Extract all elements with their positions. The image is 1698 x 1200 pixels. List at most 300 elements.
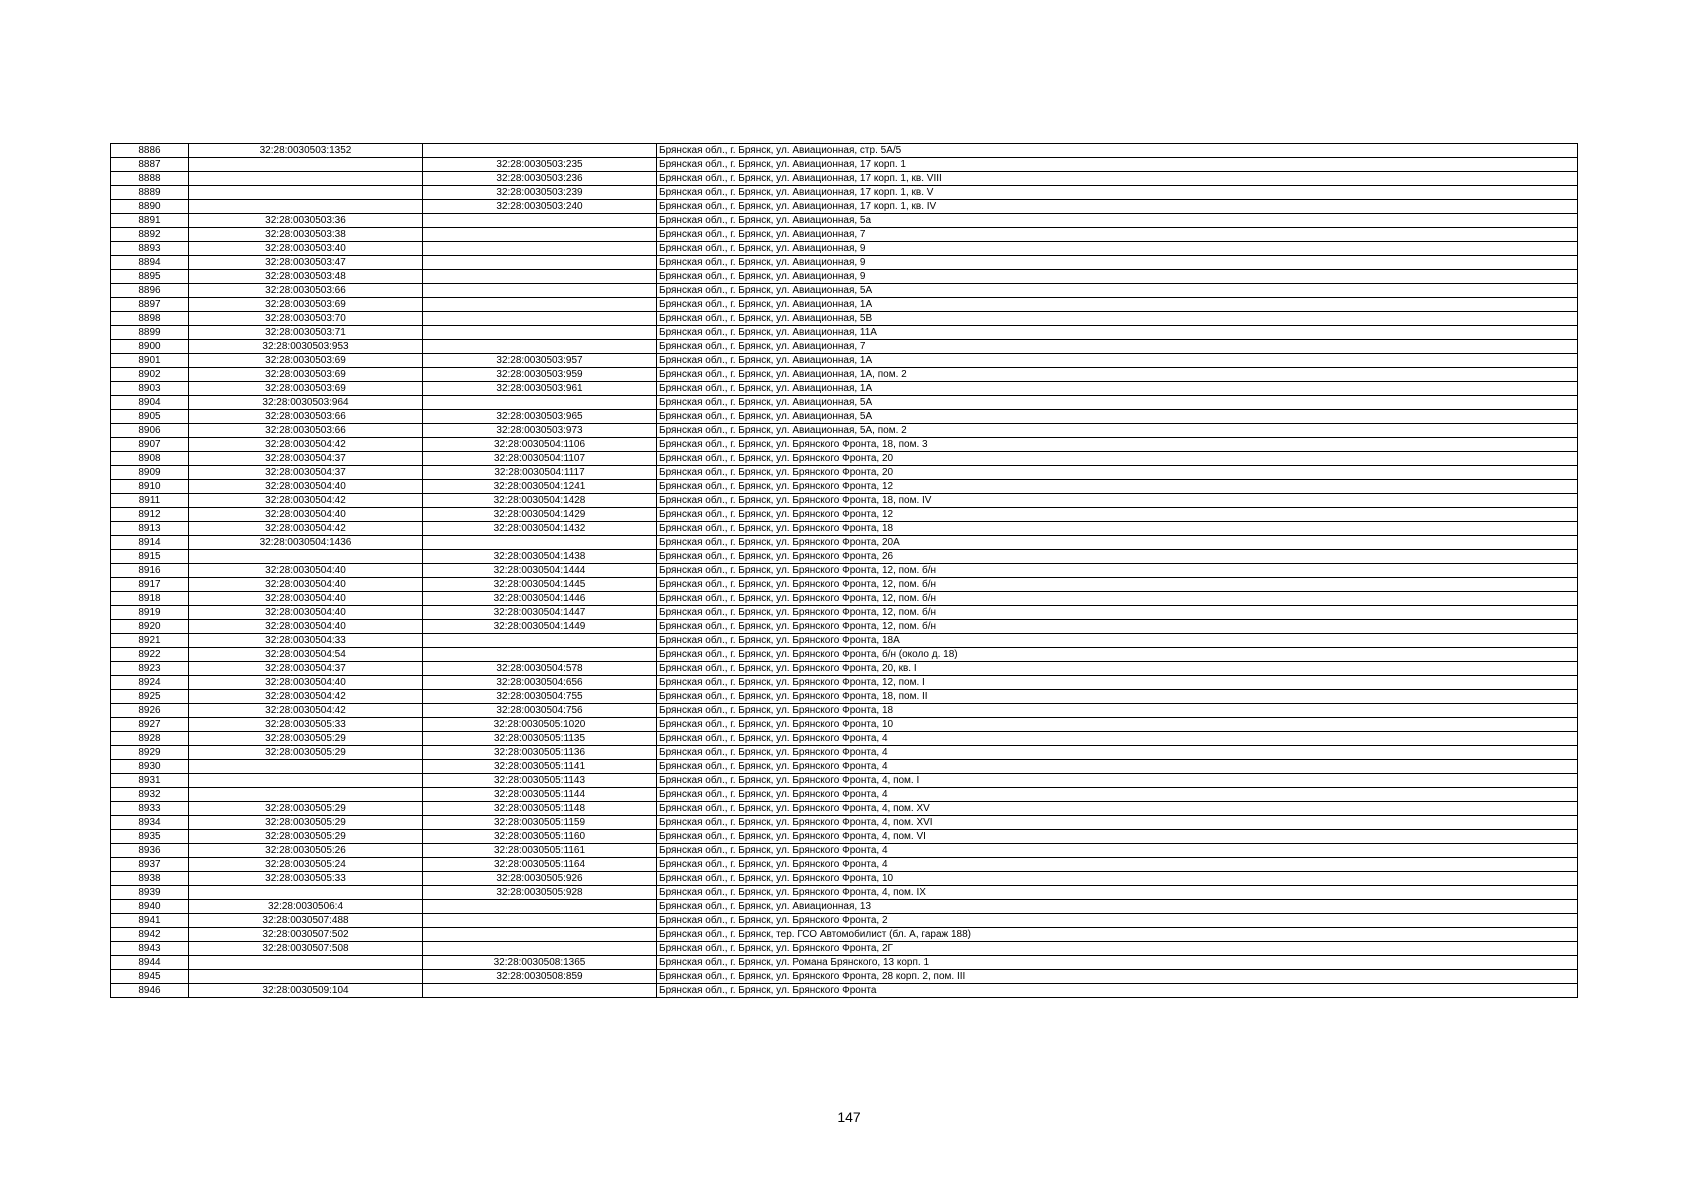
table-row	[111, 144, 1578, 158]
cadastral-number-b-cell	[423, 536, 657, 550]
address-cell: Брянская обл., г. Брянск, ул. Брянского Фронта, 18	[657, 522, 1578, 536]
table-row	[111, 424, 1578, 438]
address-cell: Брянская обл., г. Брянск, ул. Авиационная, 5В	[657, 312, 1578, 326]
address-cell: Брянская обл., г. Брянск, ул. Авиационная, 7	[657, 228, 1578, 242]
cadastral-number-b-cell: 32:28:0030504:1445	[423, 578, 657, 592]
registry-table	[110, 143, 1578, 998]
row-number-cell: 8907	[111, 438, 189, 452]
cadastral-number-b-cell	[423, 914, 657, 928]
cadastral-number-b-cell: 32:28:0030504:1117	[423, 466, 657, 480]
table-row	[111, 340, 1578, 354]
table-row	[111, 410, 1578, 424]
table-row	[111, 578, 1578, 592]
address-cell: Брянская обл., г. Брянск, ул. Брянского Фронта, 4	[657, 844, 1578, 858]
cadastral-number-a-cell: 32:28:0030504:42	[189, 690, 423, 704]
table-row	[111, 466, 1578, 480]
row-number-cell: 8887	[111, 158, 189, 172]
address-cell: Брянская обл., г. Брянск, ул. Авиационная, 17 корп. 1, кв. V	[657, 186, 1578, 200]
address-cell: Брянская обл., г. Брянск, ул. Брянского Фронта, 26	[657, 550, 1578, 564]
row-number-cell: 8904	[111, 396, 189, 410]
cadastral-number-b-cell: 32:28:0030505:1161	[423, 844, 657, 858]
table-row	[111, 242, 1578, 256]
cadastral-number-a-cell	[189, 886, 423, 900]
row-number-cell: 8913	[111, 522, 189, 536]
address-cell: Брянская обл., г. Брянск, ул. Брянского Фронта, 28 корп. 2, пом. III	[657, 970, 1578, 984]
cadastral-number-b-cell: 32:28:0030505:1135	[423, 732, 657, 746]
row-number-cell: 8899	[111, 326, 189, 340]
address-cell: Брянская обл., г. Брянск, ул. Брянского Фронта, б/н (около д. 18)	[657, 648, 1578, 662]
cadastral-number-a-cell: 32:28:0030505:26	[189, 844, 423, 858]
page-number: 147	[837, 1109, 861, 1125]
row-number-cell: 8906	[111, 424, 189, 438]
cadastral-number-b-cell	[423, 284, 657, 298]
cadastral-number-b-cell	[423, 270, 657, 284]
row-number-cell: 8898	[111, 312, 189, 326]
row-number-cell: 8927	[111, 718, 189, 732]
table-row	[111, 186, 1578, 200]
address-cell: Брянская обл., г. Брянск, ул. Брянского Фронта	[657, 984, 1578, 998]
cadastral-number-b-cell: 32:28:0030503:957	[423, 354, 657, 368]
cadastral-number-a-cell: 32:28:0030507:488	[189, 914, 423, 928]
cadastral-number-a-cell: 32:28:0030503:40	[189, 242, 423, 256]
cadastral-number-a-cell: 32:28:0030504:40	[189, 606, 423, 620]
address-cell: Брянская обл., г. Брянск, ул. Брянского Фронта, 10	[657, 718, 1578, 732]
address-cell: Брянская обл., г. Брянск, ул. Брянского Фронта, 4, пом. XVI	[657, 816, 1578, 830]
address-cell: Брянская обл., г. Брянск, ул. Брянского Фронта, 12	[657, 508, 1578, 522]
row-number-cell: 8905	[111, 410, 189, 424]
cadastral-number-b-cell: 32:28:0030505:1148	[423, 802, 657, 816]
row-number-cell: 8924	[111, 676, 189, 690]
table-row	[111, 256, 1578, 270]
cadastral-number-a-cell: 32:28:0030504:40	[189, 620, 423, 634]
cadastral-number-a-cell: 32:28:0030505:24	[189, 858, 423, 872]
table-row	[111, 900, 1578, 914]
table-row	[111, 452, 1578, 466]
cadastral-number-b-cell: 32:28:0030504:1107	[423, 452, 657, 466]
table-row	[111, 788, 1578, 802]
cadastral-number-a-cell: 32:28:0030504:42	[189, 522, 423, 536]
address-cell: Брянская обл., г. Брянск, ул. Брянского Фронта, 20, кв. I	[657, 662, 1578, 676]
address-cell: Брянская обл., г. Брянск, ул. Брянского Фронта, 20	[657, 452, 1578, 466]
row-number-cell: 8939	[111, 886, 189, 900]
row-number-cell: 8888	[111, 172, 189, 186]
address-cell: Брянская обл., г. Брянск, ул. Брянского Фронта, 12, пом. б/н	[657, 592, 1578, 606]
table-row	[111, 536, 1578, 550]
table-row	[111, 606, 1578, 620]
cadastral-number-a-cell: 32:28:0030504:40	[189, 578, 423, 592]
address-cell: Брянская обл., г. Брянск, ул. Брянского Фронта, 18, пом. II	[657, 690, 1578, 704]
cadastral-number-b-cell: 32:28:0030504:1432	[423, 522, 657, 536]
cadastral-number-b-cell	[423, 144, 657, 158]
cadastral-number-a-cell: 32:28:0030504:33	[189, 634, 423, 648]
row-number-cell: 8926	[111, 704, 189, 718]
row-number-cell: 8916	[111, 564, 189, 578]
cadastral-number-a-cell: 32:28:0030504:40	[189, 592, 423, 606]
cadastral-number-a-cell: 32:28:0030505:29	[189, 816, 423, 830]
row-number-cell: 8910	[111, 480, 189, 494]
cadastral-number-b-cell: 32:28:0030504:578	[423, 662, 657, 676]
table-row	[111, 844, 1578, 858]
cadastral-number-b-cell: 32:28:0030503:236	[423, 172, 657, 186]
table-row	[111, 802, 1578, 816]
cadastral-number-b-cell	[423, 256, 657, 270]
table-row	[111, 396, 1578, 410]
row-number-cell: 8911	[111, 494, 189, 508]
table-row	[111, 494, 1578, 508]
row-number-cell: 8890	[111, 200, 189, 214]
table-row	[111, 858, 1578, 872]
cadastral-number-b-cell: 32:28:0030503:240	[423, 200, 657, 214]
cadastral-number-a-cell: 32:28:0030504:37	[189, 452, 423, 466]
row-number-cell: 8914	[111, 536, 189, 550]
registry-table-body	[111, 144, 1578, 998]
cadastral-number-b-cell: 32:28:0030503:965	[423, 410, 657, 424]
cadastral-number-a-cell: 32:28:0030503:1352	[189, 144, 423, 158]
table-row	[111, 634, 1578, 648]
row-number-cell: 8912	[111, 508, 189, 522]
cadastral-number-a-cell	[189, 158, 423, 172]
cadastral-number-a-cell: 32:28:0030504:1436	[189, 536, 423, 550]
address-cell: Брянская обл., г. Брянск, ул. Брянского Фронта, 2	[657, 914, 1578, 928]
cadastral-number-b-cell: 32:28:0030504:1444	[423, 564, 657, 578]
address-cell: Брянская обл., г. Брянск, ул. Авиационная, 17 корп. 1, кв. VIII	[657, 172, 1578, 186]
cadastral-number-b-cell	[423, 984, 657, 998]
row-number-cell: 8919	[111, 606, 189, 620]
address-cell: Брянская обл., г. Брянск, ул. Авиационная, стр. 5А/5	[657, 144, 1578, 158]
cadastral-number-a-cell: 32:28:0030503:66	[189, 410, 423, 424]
cadastral-number-a-cell	[189, 760, 423, 774]
row-number-cell: 8943	[111, 942, 189, 956]
address-cell: Брянская обл., г. Брянск, ул. Брянского Фронта, 4	[657, 858, 1578, 872]
cadastral-number-b-cell	[423, 228, 657, 242]
cadastral-number-b-cell: 32:28:0030504:1438	[423, 550, 657, 564]
row-number-cell: 8937	[111, 858, 189, 872]
address-cell: Брянская обл., г. Брянск, ул. Брянского Фронта, 10	[657, 872, 1578, 886]
address-cell: Брянская обл., г. Брянск, ул. Брянского Фронта, 4	[657, 732, 1578, 746]
cadastral-number-b-cell: 32:28:0030504:1106	[423, 438, 657, 452]
table-row	[111, 214, 1578, 228]
table-row	[111, 368, 1578, 382]
row-number-cell: 8902	[111, 368, 189, 382]
row-number-cell: 8922	[111, 648, 189, 662]
table-row	[111, 648, 1578, 662]
address-cell: Брянская обл., г. Брянск, ул. Брянского Фронта, 4, пом. XV	[657, 802, 1578, 816]
cadastral-number-b-cell	[423, 900, 657, 914]
cadastral-number-b-cell: 32:28:0030505:1141	[423, 760, 657, 774]
cadastral-number-b-cell: 32:28:0030504:1429	[423, 508, 657, 522]
cadastral-number-b-cell: 32:28:0030504:756	[423, 704, 657, 718]
table-row	[111, 872, 1578, 886]
cadastral-number-b-cell: 32:28:0030504:1447	[423, 606, 657, 620]
row-number-cell: 8900	[111, 340, 189, 354]
row-number-cell: 8929	[111, 746, 189, 760]
cadastral-number-b-cell	[423, 634, 657, 648]
cadastral-number-a-cell: 32:28:0030507:508	[189, 942, 423, 956]
row-number-cell: 8942	[111, 928, 189, 942]
cadastral-number-a-cell: 32:28:0030507:502	[189, 928, 423, 942]
cadastral-number-b-cell: 32:28:0030505:1143	[423, 774, 657, 788]
cadastral-number-a-cell: 32:28:0030503:964	[189, 396, 423, 410]
address-cell: Брянская обл., г. Брянск, ул. Брянского Фронта, 18, пом. IV	[657, 494, 1578, 508]
cadastral-number-b-cell: 32:28:0030504:1241	[423, 480, 657, 494]
cadastral-number-a-cell: 32:28:0030503:70	[189, 312, 423, 326]
table-row	[111, 676, 1578, 690]
table-row	[111, 312, 1578, 326]
cadastral-number-b-cell: 32:28:0030505:1144	[423, 788, 657, 802]
table-row	[111, 200, 1578, 214]
table-row	[111, 326, 1578, 340]
cadastral-number-a-cell: 32:28:0030504:42	[189, 438, 423, 452]
row-number-cell: 8896	[111, 284, 189, 298]
cadastral-number-b-cell: 32:28:0030504:656	[423, 676, 657, 690]
table-row	[111, 228, 1578, 242]
address-cell: Брянская обл., г. Брянск, ул. Брянского Фронта, 18, пом. 3	[657, 438, 1578, 452]
address-cell: Брянская обл., г. Брянск, ул. Авиационная, 13	[657, 900, 1578, 914]
cadastral-number-a-cell: 32:28:0030504:54	[189, 648, 423, 662]
cadastral-number-a-cell	[189, 774, 423, 788]
cadastral-number-a-cell: 32:28:0030503:38	[189, 228, 423, 242]
row-number-cell: 8903	[111, 382, 189, 396]
row-number-cell: 8889	[111, 186, 189, 200]
address-cell: Брянская обл., г. Брянск, ул. Авиационная, 1А, пом. 2	[657, 368, 1578, 382]
address-cell: Брянская обл., г. Брянск, ул. Авиационная, 5А	[657, 396, 1578, 410]
address-cell: Брянская обл., г. Брянск, ул. Брянского Фронта, 12, пом. б/н	[657, 606, 1578, 620]
table-row	[111, 620, 1578, 634]
address-cell: Брянская обл., г. Брянск, ул. Авиационная, 9	[657, 256, 1578, 270]
address-cell: Брянская обл., г. Брянск, ул. Авиационная, 17 корп. 1, кв. IV	[657, 200, 1578, 214]
cadastral-number-a-cell: 32:28:0030504:40	[189, 480, 423, 494]
address-cell: Брянская обл., г. Брянск, ул. Брянского Фронта, 4	[657, 788, 1578, 802]
table-row	[111, 956, 1578, 970]
cadastral-number-a-cell: 32:28:0030503:36	[189, 214, 423, 228]
row-number-cell: 8897	[111, 298, 189, 312]
row-number-cell: 8908	[111, 452, 189, 466]
row-number-cell: 8936	[111, 844, 189, 858]
cadastral-number-b-cell: 32:28:0030505:1159	[423, 816, 657, 830]
address-cell: Брянская обл., г. Брянск, ул. Авиационная, 5а	[657, 214, 1578, 228]
cadastral-number-a-cell: 32:28:0030503:69	[189, 354, 423, 368]
address-cell: Брянская обл., г. Брянск, ул. Авиационная, 9	[657, 270, 1578, 284]
row-number-cell: 8932	[111, 788, 189, 802]
row-number-cell: 8945	[111, 970, 189, 984]
cadastral-number-b-cell	[423, 340, 657, 354]
cadastral-number-a-cell: 32:28:0030503:69	[189, 368, 423, 382]
table-row	[111, 816, 1578, 830]
cadastral-number-a-cell: 32:28:0030505:33	[189, 872, 423, 886]
cadastral-number-a-cell: 32:28:0030503:69	[189, 382, 423, 396]
address-cell: Брянская обл., г. Брянск, ул. Романа Брянского, 13 корп. 1	[657, 956, 1578, 970]
address-cell: Брянская обл., г. Брянск, ул. Авиационная, 7	[657, 340, 1578, 354]
row-number-cell: 8930	[111, 760, 189, 774]
address-cell: Брянская обл., г. Брянск, ул. Брянского Фронта, 2Г	[657, 942, 1578, 956]
table-row	[111, 984, 1578, 998]
row-number-cell: 8938	[111, 872, 189, 886]
row-number-cell: 8917	[111, 578, 189, 592]
table-row	[111, 480, 1578, 494]
address-cell: Брянская обл., г. Брянск, ул. Брянского Фронта, 4, пом. I	[657, 774, 1578, 788]
row-number-cell: 8918	[111, 592, 189, 606]
row-number-cell: 8892	[111, 228, 189, 242]
cadastral-number-a-cell	[189, 970, 423, 984]
address-cell: Брянская обл., г. Брянск, ул. Авиационная, 11А	[657, 326, 1578, 340]
table-row	[111, 718, 1578, 732]
cadastral-number-b-cell: 32:28:0030505:928	[423, 886, 657, 900]
cadastral-number-a-cell	[189, 172, 423, 186]
table-row	[111, 760, 1578, 774]
cadastral-number-a-cell: 32:28:0030505:29	[189, 746, 423, 760]
table-row	[111, 928, 1578, 942]
table-row	[111, 746, 1578, 760]
table-row	[111, 284, 1578, 298]
cadastral-number-a-cell: 32:28:0030504:40	[189, 676, 423, 690]
cadastral-number-b-cell: 32:28:0030505:1020	[423, 718, 657, 732]
cadastral-number-b-cell: 32:28:0030503:239	[423, 186, 657, 200]
table-row	[111, 662, 1578, 676]
address-cell: Брянская обл., г. Брянск, ул. Брянского Фронта, 12, пом. б/н	[657, 578, 1578, 592]
table-row	[111, 690, 1578, 704]
cadastral-number-b-cell: 32:28:0030504:1428	[423, 494, 657, 508]
table-row	[111, 550, 1578, 564]
cadastral-number-b-cell	[423, 312, 657, 326]
cadastral-number-b-cell: 32:28:0030508:859	[423, 970, 657, 984]
table-row	[111, 774, 1578, 788]
row-number-cell: 8944	[111, 956, 189, 970]
address-cell: Брянская обл., г. Брянск, ул. Авиационная, 5А, пом. 2	[657, 424, 1578, 438]
cadastral-number-b-cell	[423, 942, 657, 956]
address-cell: Брянская обл., г. Брянск, ул. Брянского Фронта, 4, пом. VI	[657, 830, 1578, 844]
cadastral-number-a-cell	[189, 956, 423, 970]
address-cell: Брянская обл., г. Брянск, ул. Авиационная, 1А	[657, 298, 1578, 312]
cadastral-number-a-cell: 32:28:0030503:66	[189, 284, 423, 298]
cadastral-number-a-cell: 32:28:0030503:953	[189, 340, 423, 354]
address-cell: Брянская обл., г. Брянск, ул. Брянского Фронта, 4	[657, 746, 1578, 760]
cadastral-number-a-cell: 32:28:0030503:71	[189, 326, 423, 340]
table-row	[111, 942, 1578, 956]
cadastral-number-a-cell	[189, 550, 423, 564]
row-number-cell: 8909	[111, 466, 189, 480]
cadastral-number-a-cell: 32:28:0030509:104	[189, 984, 423, 998]
table-row	[111, 830, 1578, 844]
table-row	[111, 522, 1578, 536]
cadastral-number-b-cell	[423, 298, 657, 312]
cadastral-number-b-cell: 32:28:0030504:1449	[423, 620, 657, 634]
cadastral-number-a-cell: 32:28:0030504:42	[189, 704, 423, 718]
address-cell: Брянская обл., г. Брянск, ул. Брянского Фронта, 4	[657, 760, 1578, 774]
address-cell: Брянская обл., г. Брянск, ул. Авиационная, 1А	[657, 354, 1578, 368]
cadastral-number-b-cell	[423, 214, 657, 228]
cadastral-number-a-cell: 32:28:0030503:69	[189, 298, 423, 312]
table-row	[111, 564, 1578, 578]
cadastral-number-a-cell: 32:28:0030504:37	[189, 466, 423, 480]
cadastral-number-b-cell: 32:28:0030505:1160	[423, 830, 657, 844]
cadastral-number-b-cell: 32:28:0030503:973	[423, 424, 657, 438]
cadastral-number-b-cell: 32:28:0030503:235	[423, 158, 657, 172]
cadastral-number-a-cell	[189, 200, 423, 214]
table-row	[111, 298, 1578, 312]
row-number-cell: 8895	[111, 270, 189, 284]
cadastral-number-a-cell: 32:28:0030503:48	[189, 270, 423, 284]
table-row	[111, 270, 1578, 284]
address-cell: Брянская обл., г. Брянск, ул. Авиационная, 5А	[657, 410, 1578, 424]
cadastral-number-a-cell: 32:28:0030505:29	[189, 830, 423, 844]
row-number-cell: 8931	[111, 774, 189, 788]
table-row	[111, 438, 1578, 452]
row-number-cell: 8901	[111, 354, 189, 368]
cadastral-number-b-cell	[423, 326, 657, 340]
cadastral-number-a-cell: 32:28:0030504:40	[189, 508, 423, 522]
table-row	[111, 970, 1578, 984]
cadastral-number-a-cell: 32:28:0030503:66	[189, 424, 423, 438]
cadastral-number-b-cell: 32:28:0030505:1136	[423, 746, 657, 760]
table-row	[111, 172, 1578, 186]
row-number-cell: 8921	[111, 634, 189, 648]
cadastral-number-b-cell: 32:28:0030505:926	[423, 872, 657, 886]
row-number-cell: 8935	[111, 830, 189, 844]
row-number-cell: 8934	[111, 816, 189, 830]
row-number-cell: 8920	[111, 620, 189, 634]
cadastral-number-b-cell: 32:28:0030504:1446	[423, 592, 657, 606]
table-row	[111, 732, 1578, 746]
address-cell: Брянская обл., г. Брянск, ул. Брянского Фронта, 12, пом. б/н	[657, 620, 1578, 634]
table-row	[111, 592, 1578, 606]
table-row	[111, 508, 1578, 522]
address-cell: Брянская обл., г. Брянск, ул. Брянского Фронта, 18А	[657, 634, 1578, 648]
address-cell: Брянская обл., г. Брянск, ул. Брянского Фронта, 20А	[657, 536, 1578, 550]
address-cell: Брянская обл., г. Брянск, ул. Брянского Фронта, 20	[657, 466, 1578, 480]
address-cell: Брянская обл., г. Брянск, ул. Брянского Фронта, 12, пом. б/н	[657, 564, 1578, 578]
table-row	[111, 382, 1578, 396]
cadastral-number-a-cell	[189, 186, 423, 200]
cadastral-number-a-cell: 32:28:0030503:47	[189, 256, 423, 270]
row-number-cell: 8891	[111, 214, 189, 228]
cadastral-number-b-cell: 32:28:0030505:1164	[423, 858, 657, 872]
address-cell: Брянская обл., г. Брянск, ул. Брянского Фронта, 12, пом. I	[657, 676, 1578, 690]
address-cell: Брянская обл., г. Брянск, ул. Авиационная, 5А	[657, 284, 1578, 298]
row-number-cell: 8946	[111, 984, 189, 998]
address-cell: Брянская обл., г. Брянск, ул. Авиационная, 17 корп. 1	[657, 158, 1578, 172]
table-row	[111, 158, 1578, 172]
row-number-cell: 8933	[111, 802, 189, 816]
address-cell: Брянская обл., г. Брянск, ул. Брянского Фронта, 4, пом. IX	[657, 886, 1578, 900]
row-number-cell: 8893	[111, 242, 189, 256]
cadastral-number-a-cell: 32:28:0030505:29	[189, 802, 423, 816]
address-cell: Брянская обл., г. Брянск, ул. Авиационная, 9	[657, 242, 1578, 256]
row-number-cell: 8915	[111, 550, 189, 564]
cadastral-number-b-cell: 32:28:0030508:1365	[423, 956, 657, 970]
row-number-cell: 8894	[111, 256, 189, 270]
cadastral-number-b-cell	[423, 648, 657, 662]
cadastral-number-a-cell: 32:28:0030505:33	[189, 718, 423, 732]
cadastral-number-a-cell: 32:28:0030504:40	[189, 564, 423, 578]
row-number-cell: 8925	[111, 690, 189, 704]
registry-table-wrap	[110, 143, 1578, 998]
cadastral-number-b-cell: 32:28:0030503:959	[423, 368, 657, 382]
row-number-cell: 8941	[111, 914, 189, 928]
cadastral-number-b-cell	[423, 242, 657, 256]
table-row	[111, 886, 1578, 900]
cadastral-number-b-cell: 32:28:0030503:961	[423, 382, 657, 396]
row-number-cell: 8928	[111, 732, 189, 746]
table-row	[111, 354, 1578, 368]
cadastral-number-a-cell: 32:28:0030504:37	[189, 662, 423, 676]
row-number-cell: 8886	[111, 144, 189, 158]
cadastral-number-b-cell	[423, 928, 657, 942]
address-cell: Брянская обл., г. Брянск, ул. Брянского Фронта, 12	[657, 480, 1578, 494]
table-row	[111, 914, 1578, 928]
cadastral-number-a-cell: 32:28:0030506:4	[189, 900, 423, 914]
address-cell: Брянская обл., г. Брянск, тер. ГСО Автомобилист (бл. А, гараж 188)	[657, 928, 1578, 942]
address-cell: Брянская обл., г. Брянск, ул. Брянского Фронта, 18	[657, 704, 1578, 718]
